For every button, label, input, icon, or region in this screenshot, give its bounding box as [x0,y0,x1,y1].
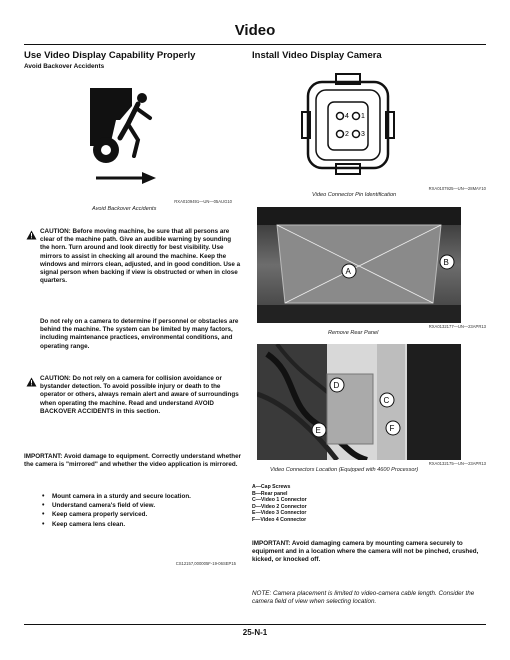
list-item: A—Cap Screws [252,484,291,490]
figure-r1-caption: Video Connector Pin Identification [312,192,397,198]
camera-tips-list [40,493,236,530]
list-item: • Understand camera's field of view. [40,502,236,510]
figure-r1-ref: RXA0107925—UN—28MAY10 [428,186,486,191]
pin-label: 2 [345,131,349,138]
page-number: 25-N-1 [242,628,268,637]
figure-r3-caption: Video Connectors Location (Equipped with 4600 Processor) [270,467,419,473]
right-column [252,50,486,61]
callout-label: C [383,396,390,405]
header-rule [24,44,486,45]
figure1-ref: RXA0109491—UN—05AUG10 [174,199,232,204]
callout-label: D [333,381,340,390]
pin-label: 4 [345,113,349,120]
figure-r2-ref: RXA0132177—UN—23APR13 [428,324,486,329]
callout-label: F [389,424,395,433]
doc-ref: CS12157,000005F-19-06SEP15 [175,561,236,566]
important-mounting-text: IMPORTANT: Avoid damaging camera by mounting camera securely to equipment and in a location where the camera will not be pinched, crushed, kicked, or knocked off. [252,540,479,564]
camera-limitation-text: Do not rely on a camera to determine if personnel or obstacles are behind the machine. The system can be limited by many factors, including maintenance practices, environmental conditions, and operating range. [40,318,239,350]
video-connector-diagram [300,68,396,180]
figure1-caption: Avoid Backover Accidents [92,206,157,212]
callout-legend [252,484,307,524]
page-title: Video [234,22,276,39]
figure-r2-caption: Remove Rear Panel [328,330,379,336]
rear-panel-photo [257,207,461,323]
caution-alert-icon [26,377,37,387]
camera-placement-note: NOTE: Camera placement is limited to video-camera cable length. Consider the camera field of view when selecting location. [252,590,475,606]
important-mirrored-text: IMPORTANT: Avoid damage to equipment. Correctly understand whether the camera is "mirrored" and whether the video application is mirrored. [24,453,242,469]
footer-rule [24,624,486,625]
video-connectors-photo [257,344,461,460]
list-item: F—Video 4 Connector [252,516,307,523]
left-heading: Use Video Display Capability Properly [24,50,196,61]
caution-alert-icon [26,230,37,240]
left-column [24,50,242,70]
callout-label: A [345,267,351,276]
backover-warning-pictogram-icon [90,86,162,194]
pin-label: 3 [361,131,365,138]
list-item: • Mount camera in a sturdy and secure location. [40,493,236,501]
caution-1-text: CAUTION: Before moving machine, be sure that all persons are clear of the machine path. Give an audible warning by sounding the horn. Turn around and look directly for best visibility. Use mirrors to assist in checking all around the machine. Keep the windows and mirrors clean, adjusted, and in good condition. Use a signal person when backing if view is obstructed or when in close quarters. [40,228,241,285]
caution-2-text: CAUTION: Do not rely on a camera for collision avoidance or bystander detection. To avoid possible injury or death to the operator or others, always remain alert and aware of surroundings when operating the machine. Read and understand AVOID BACKOVER ACCIDENTS in this section. [40,375,239,415]
figure-r3-ref: RXA0132175—UN—23APR13 [428,461,486,466]
pin-label: 1 [361,113,365,120]
callout-label: E [315,426,321,435]
list-item: E—Video 3 Connector [252,510,307,517]
list-item: B—Rear panel [252,490,288,497]
callout-label: B [443,258,449,267]
list-item: D—Video 2 Connector [252,503,307,510]
list-item: C—Video 1 Connector [252,497,307,504]
list-item: • Keep camera lens clean. [40,521,236,529]
list-item: • Keep camera properly serviced. [40,511,236,519]
left-subheading: Avoid Backover Accidents [24,63,105,70]
right-heading: Install Video Display Camera [252,50,382,61]
